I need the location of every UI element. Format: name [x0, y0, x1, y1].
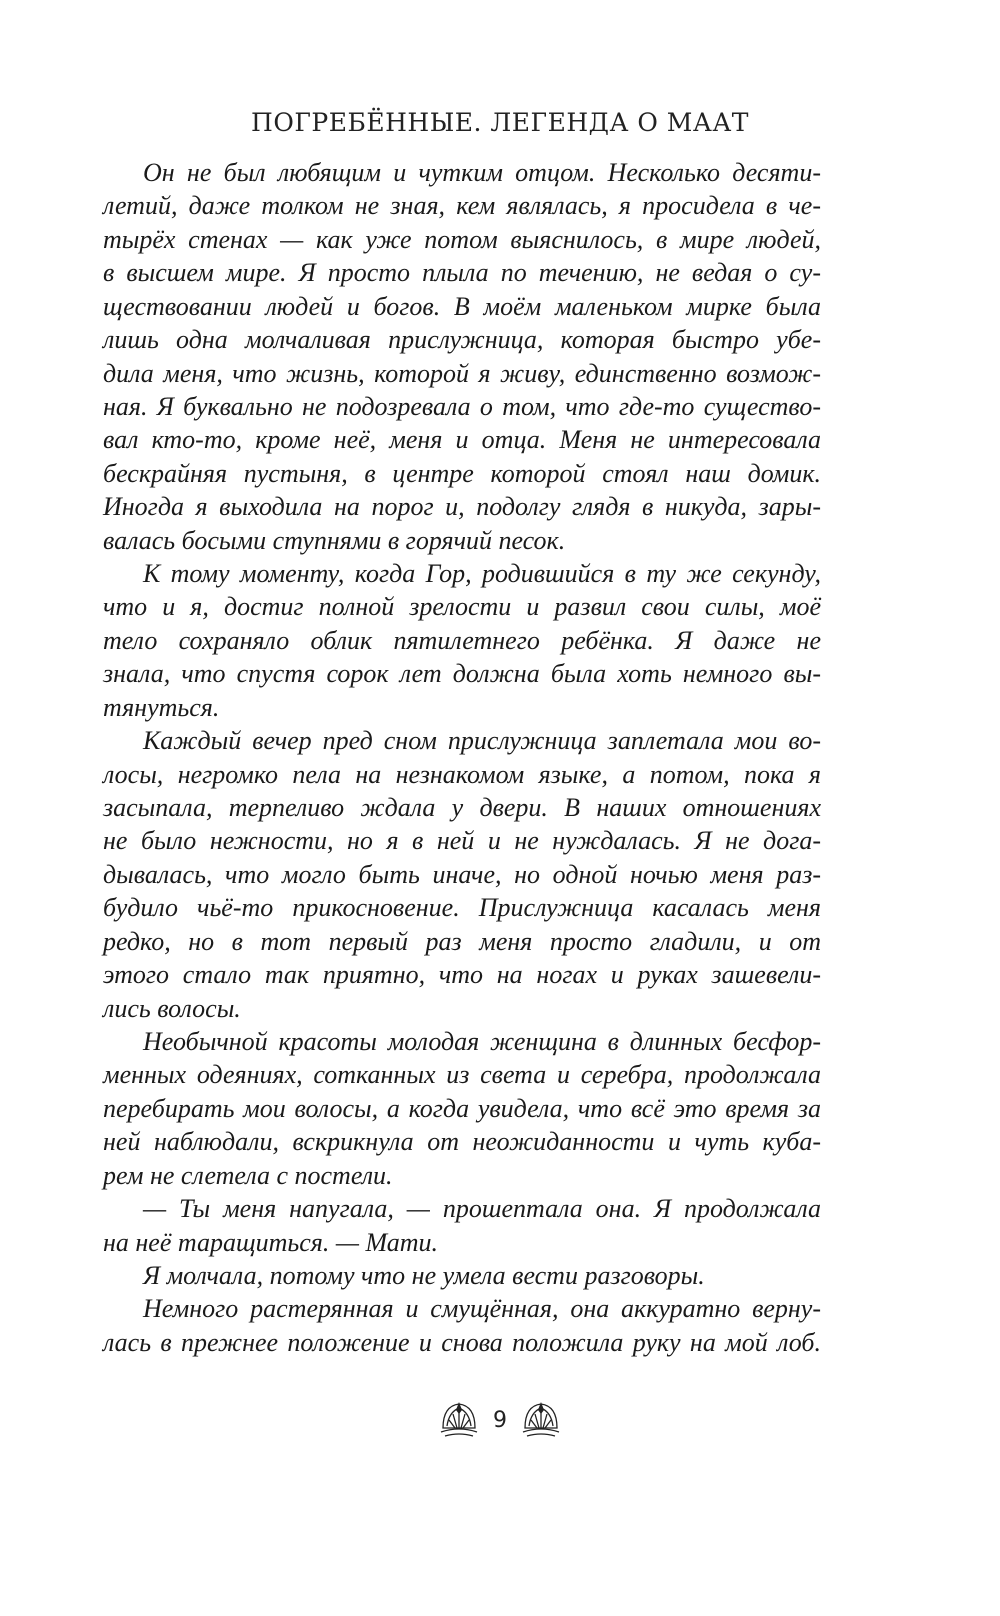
text-line: лась в прежнее положение и снова положила руку на мой лоб.: [103, 1327, 821, 1357]
text-line: менных одеяниях, сотканных из света и серебра, продолжала: [103, 1060, 821, 1090]
text-line: Иногда я выходила на порог и, подолгу глядя в никуда, зары-: [103, 492, 821, 522]
text-line: Я молчала, потому что не умела вести разговоры.: [143, 1260, 705, 1290]
text-line: лись волосы.: [103, 993, 241, 1023]
text-line: будило чьё-то прикосновение. Прислужница касалась меня: [103, 893, 821, 923]
text-line: перебирать мои волосы, а когда увидела, что всё это время за: [103, 1093, 821, 1123]
text-line: ней наблюдали, вскрикнула от неожиданности и чуть куба-: [103, 1127, 821, 1157]
text-line: бескрайняя пустыня, в центре которой стоял наш домик.: [103, 458, 821, 488]
text-line: тянуться.: [103, 692, 220, 722]
text-line: что и я, достиг полной зрелости и развил свои силы, моё: [103, 592, 821, 622]
paragraph: [103, 1292, 821, 1359]
page-number: 9: [493, 1407, 507, 1433]
text-line: К тому моменту, когда Гор, родившийся в ту же секунду,: [143, 559, 821, 589]
text-line: лосы, негромко пела на незнакомом языке, а потом, пока я: [103, 759, 821, 789]
text-line: редко, но в тот первый раз меня просто гладили, и от: [103, 926, 821, 956]
text-line: — Ты меня напугала, — прошептала она. Я продолжала: [143, 1194, 821, 1224]
body-text: [103, 156, 821, 1359]
paragraph: [103, 1025, 821, 1192]
paragraph: [103, 1259, 821, 1292]
text-line: тело сохраняло облик пятилетнего ребёнка. Я даже не: [103, 625, 821, 655]
palmette-ornament-icon: [437, 1398, 481, 1442]
text-line: Каждый вечер пред сном прислужница заплетала мои во-: [143, 726, 821, 756]
text-line: Немного растерянная и смущённая, она аккуратно верну-: [143, 1294, 821, 1324]
text-line: рем не слетела с постели.: [103, 1160, 393, 1190]
paragraph: [103, 1192, 821, 1259]
text-line: Необычной красоты молодая женщина в длинных бесфор-: [143, 1026, 821, 1056]
text-line: тырёх стенах — как уже потом выяснилось, в мире людей,: [103, 224, 821, 254]
text-line: на неё таращиться. — Мати.: [103, 1227, 439, 1257]
text-line: дила меня, что жизнь, которой я живу, единственно возмож-: [103, 358, 821, 388]
text-line: Он не был любящим и чутким отцом. Несколько десяти-: [143, 158, 821, 187]
page-footer: [0, 1398, 1000, 1442]
text-line: лишь одна молчаливая прислужница, которая быстро убе-: [103, 325, 821, 355]
palmette-ornament-icon: [519, 1398, 563, 1442]
text-line: знала, что спустя сорок лет должна была хоть немного вы-: [103, 659, 821, 689]
text-line: дывалась, что могло быть иначе, но одной ночью меня раз-: [103, 859, 821, 889]
text-line: ществовании людей и богов. В моём маленьком мирке была: [103, 291, 821, 321]
running-head: ПОГРЕБЁННЫЕ. ЛЕГЕНДА О МААТ: [251, 108, 749, 137]
text-line: засыпала, терпеливо ждала у двери. В наших отношениях: [103, 793, 821, 823]
paragraph: [103, 557, 821, 724]
text-line: не было нежности, но я в ней и не нуждалась. Я не дога-: [103, 826, 821, 856]
text-line: вал кто-то, кроме неё, меня и отца. Меня не интересовала: [103, 425, 821, 455]
text-line: этого стало так приятно, что на ногах и руках зашевели-: [103, 960, 821, 990]
paragraph: [103, 724, 821, 1025]
paragraph: [103, 156, 821, 557]
text-line: валась босыми ступнями в горячий песок.: [103, 525, 566, 555]
text-line: в высшем мире. Я просто плыла по течению, не ведая о су-: [103, 258, 821, 288]
text-line: ная. Я буквально не подозревала о том, что где-то существо-: [103, 391, 821, 421]
text-line: летий, даже толком не зная, кем являлась, я просидела в че-: [103, 191, 821, 221]
